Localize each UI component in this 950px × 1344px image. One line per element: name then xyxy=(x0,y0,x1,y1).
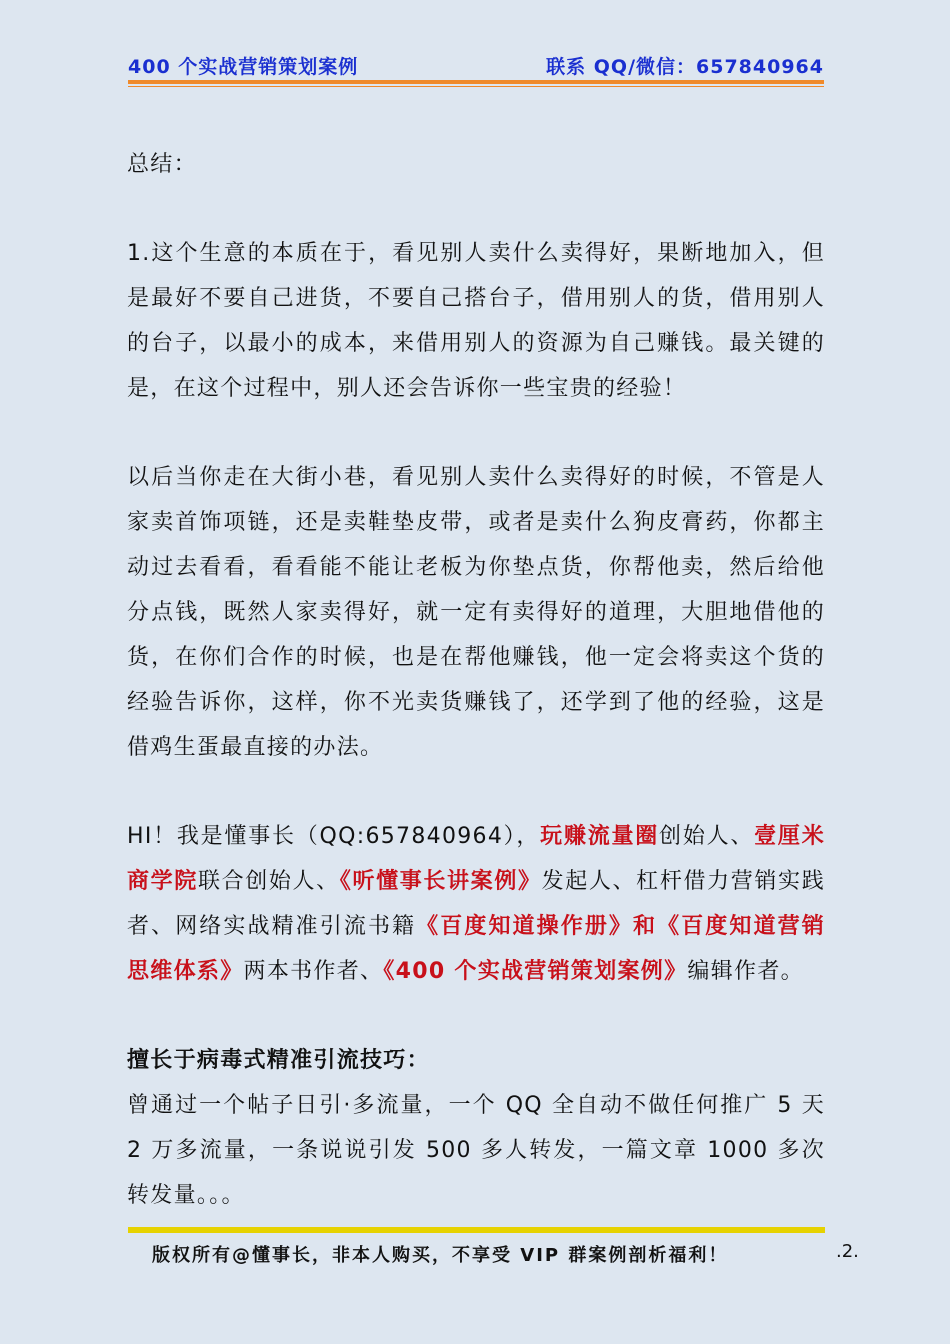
header-title: 400 个实战营销策划案例 xyxy=(128,56,359,78)
bio-text: 两本书作者、 xyxy=(243,959,384,984)
footer-copyright: 版权所有@懂事长，非本人购买，不享受 VIP 群案例剖析福利！ xyxy=(152,1245,729,1266)
bio-text: HI！我是懂事长（QQ:657840964）， xyxy=(127,824,541,849)
author-bio xyxy=(127,814,825,994)
paragraph-business-essence: 1.这个生意的本质在于，看见别人卖什么卖得好，果断地加入，但是最好不要自己进货，不要自己搭台子，借用别人的货，借用别人的台子，以最小的成本，来借用别人的资源为自己赚钱。最关键的是，在这个过程中，别人还会告诉你一些宝贵的经验！ xyxy=(127,241,825,401)
bio-text: 联合创始人、 xyxy=(197,869,340,894)
bio-highlight-school: 壹厘米商学院 xyxy=(127,824,826,894)
bio-highlight-books: 《百度知道操作册》和《百度知道营销思维体系》 xyxy=(127,914,825,984)
bio-text: 发起人、杠杆借力营销实践者、网络实战精准引流书籍 xyxy=(127,869,825,939)
bio-text: 编辑作者。 xyxy=(687,959,804,984)
footer-divider xyxy=(128,1227,825,1233)
header-divider xyxy=(128,80,824,84)
paragraph-street-advice: 以后当你走在大街小巷，看见别人卖什么卖得好的时候，不管是人家卖首饰项链，还是卖鞋垫皮带，或者是卖什么狗皮膏药，你都主动过去看看，看看能不能让老板为你垫点货，你帮他卖，然后给他分点钱，既然人家卖得好，就一定有卖得好的道理，大胆地借他的货，在你们合作的时候，也是在帮他赚钱，他一定会将卖这个货的经验告诉你，这样，你不光卖货赚钱了，还学到了他的经验，这是借鸡生蛋最直接的办法。 xyxy=(127,465,825,760)
bio-text: 创始人、 xyxy=(659,824,755,849)
skills-heading: 擅长于病毒式精准引流技巧： xyxy=(127,1048,430,1073)
header-contact: 联系 QQ/微信：657840964 xyxy=(546,56,824,78)
header-bar xyxy=(128,52,824,82)
bio-highlight-cases: 《400 个实战营销策划案例》 xyxy=(383,959,688,984)
summary-heading: 总结： xyxy=(127,152,197,177)
bio-highlight-brand: 玩赚流量圈 xyxy=(540,824,660,849)
page-number: .2. xyxy=(836,1241,859,1262)
skills-text: 曾通过一个帖子日引·多流量，一个 QQ 全自动不做任何推广 5 天 2 万多流量，一条说说引发 500 多人转发，一篇文章 1000 多次转发量。。。 xyxy=(127,1093,825,1208)
document-body xyxy=(127,142,825,1218)
bio-highlight-series: 《听懂事长讲案例》 xyxy=(339,869,542,894)
header-divider-thin xyxy=(128,86,824,87)
